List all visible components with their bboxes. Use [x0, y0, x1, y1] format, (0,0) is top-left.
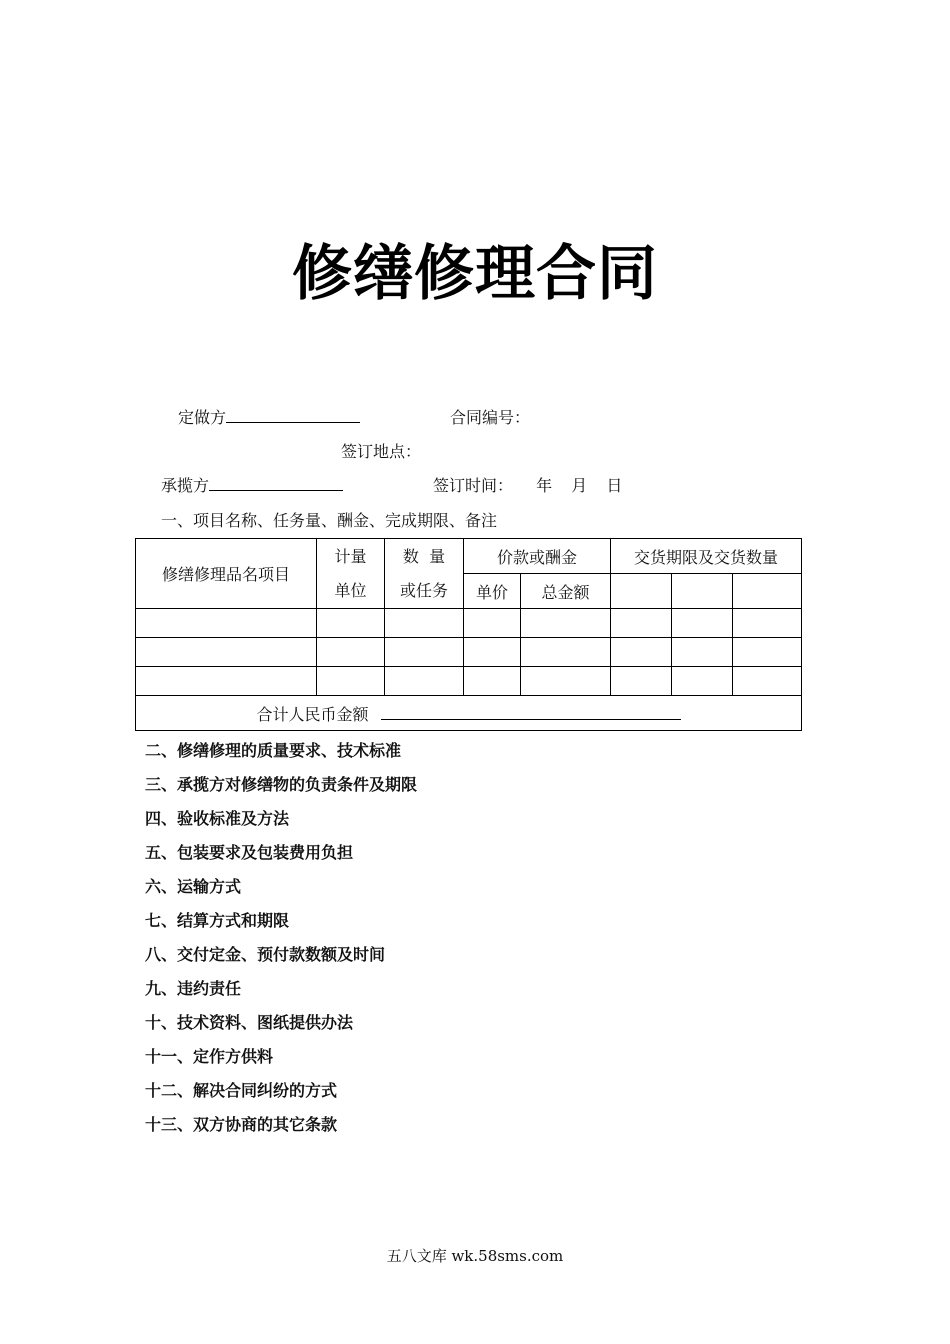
- table-cell[interactable]: [733, 638, 802, 667]
- total-label: 合计人民币金额: [256, 704, 369, 724]
- sign-place-label: 签订地点：: [341, 442, 422, 461]
- section-heading: 七、结算方式和期限: [145, 911, 290, 930]
- party-b-blank[interactable]: [209, 474, 343, 491]
- table-cell[interactable]: [672, 638, 733, 667]
- party-a-label: 定做方: [178, 408, 227, 427]
- section-heading: 十三、双方协商的其它条款: [145, 1115, 338, 1134]
- document-title: 修缮修理合同: [292, 239, 658, 309]
- year-label: 年: [536, 476, 553, 495]
- party-b-label: 承揽方: [161, 476, 210, 495]
- table-cell[interactable]: [672, 609, 733, 638]
- table-cell[interactable]: [317, 638, 385, 667]
- table-cell[interactable]: [136, 667, 317, 696]
- table-cell[interactable]: [136, 638, 317, 667]
- section-heading: 十、技术资料、图纸提供办法: [145, 1013, 354, 1032]
- sign-time-label: 签订时间：: [433, 476, 514, 495]
- table-row: [136, 609, 802, 638]
- table-cell[interactable]: [611, 667, 672, 696]
- table-cell[interactable]: [464, 638, 521, 667]
- month-label: 月: [571, 476, 588, 495]
- table-cell[interactable]: [385, 609, 464, 638]
- party-a-line: [178, 405, 360, 428]
- table-cell[interactable]: [733, 609, 802, 638]
- sign-time-line: [433, 473, 622, 496]
- party-a-blank[interactable]: [226, 406, 360, 423]
- table-cell[interactable]: [611, 638, 672, 667]
- table-cell[interactable]: [136, 609, 317, 638]
- section-heading: 四、验收标准及方法: [145, 809, 290, 828]
- table-cell[interactable]: [385, 667, 464, 696]
- section-heading: 十一、定作方供料: [145, 1047, 274, 1066]
- header-price: 价款或酬金: [464, 539, 611, 574]
- section-heading: 五、包装要求及包装费用负担: [145, 843, 354, 862]
- table-cell[interactable]: [733, 667, 802, 696]
- section-heading: 九、违约责任: [145, 979, 242, 998]
- section-heading: 六、运输方式: [145, 877, 242, 896]
- header-delivery: 交货期限及交货数量: [611, 539, 802, 574]
- delivery-cell[interactable]: [672, 574, 733, 609]
- section-1-heading: 一、项目名称、任务量、酬金、完成期限、备注: [161, 511, 498, 530]
- header-item: 修缮修理品名项目: [136, 539, 317, 609]
- footer-watermark: 五八文库 wk.58sms.com: [386, 1247, 564, 1265]
- table-cell[interactable]: [521, 638, 611, 667]
- table-cell[interactable]: [317, 667, 385, 696]
- delivery-cell[interactable]: [611, 574, 672, 609]
- party-b-line: [161, 473, 343, 496]
- contract-no-label: 合同编号：: [450, 408, 531, 427]
- day-label: 日: [606, 476, 623, 495]
- table-cell[interactable]: [672, 667, 733, 696]
- project-table: [135, 538, 802, 731]
- header-quantity: 数 量 或任务: [385, 539, 464, 609]
- total-amount-blank[interactable]: [381, 704, 681, 720]
- table-cell[interactable]: [385, 638, 464, 667]
- table-cell[interactable]: [464, 609, 521, 638]
- section-heading: 八、交付定金、预付款数额及时间: [145, 945, 386, 964]
- table-cell[interactable]: [521, 609, 611, 638]
- section-heading: 二、修缮修理的质量要求、技术标准: [145, 741, 402, 760]
- delivery-cell[interactable]: [733, 574, 802, 609]
- header-unit: 计量 单位: [317, 539, 385, 609]
- table-cell[interactable]: [521, 667, 611, 696]
- table-cell[interactable]: [611, 609, 672, 638]
- table-cell[interactable]: [317, 609, 385, 638]
- table-cell[interactable]: [464, 667, 521, 696]
- header-unit-price: 单价: [464, 574, 521, 609]
- table-row: [136, 638, 802, 667]
- section-heading: 三、承揽方对修缮物的负责条件及期限: [145, 775, 418, 794]
- section-heading: 十二、解决合同纠纷的方式: [145, 1081, 338, 1100]
- table-row: [136, 667, 802, 696]
- total-row: [136, 696, 802, 731]
- header-total-amount: 总金额: [521, 574, 611, 609]
